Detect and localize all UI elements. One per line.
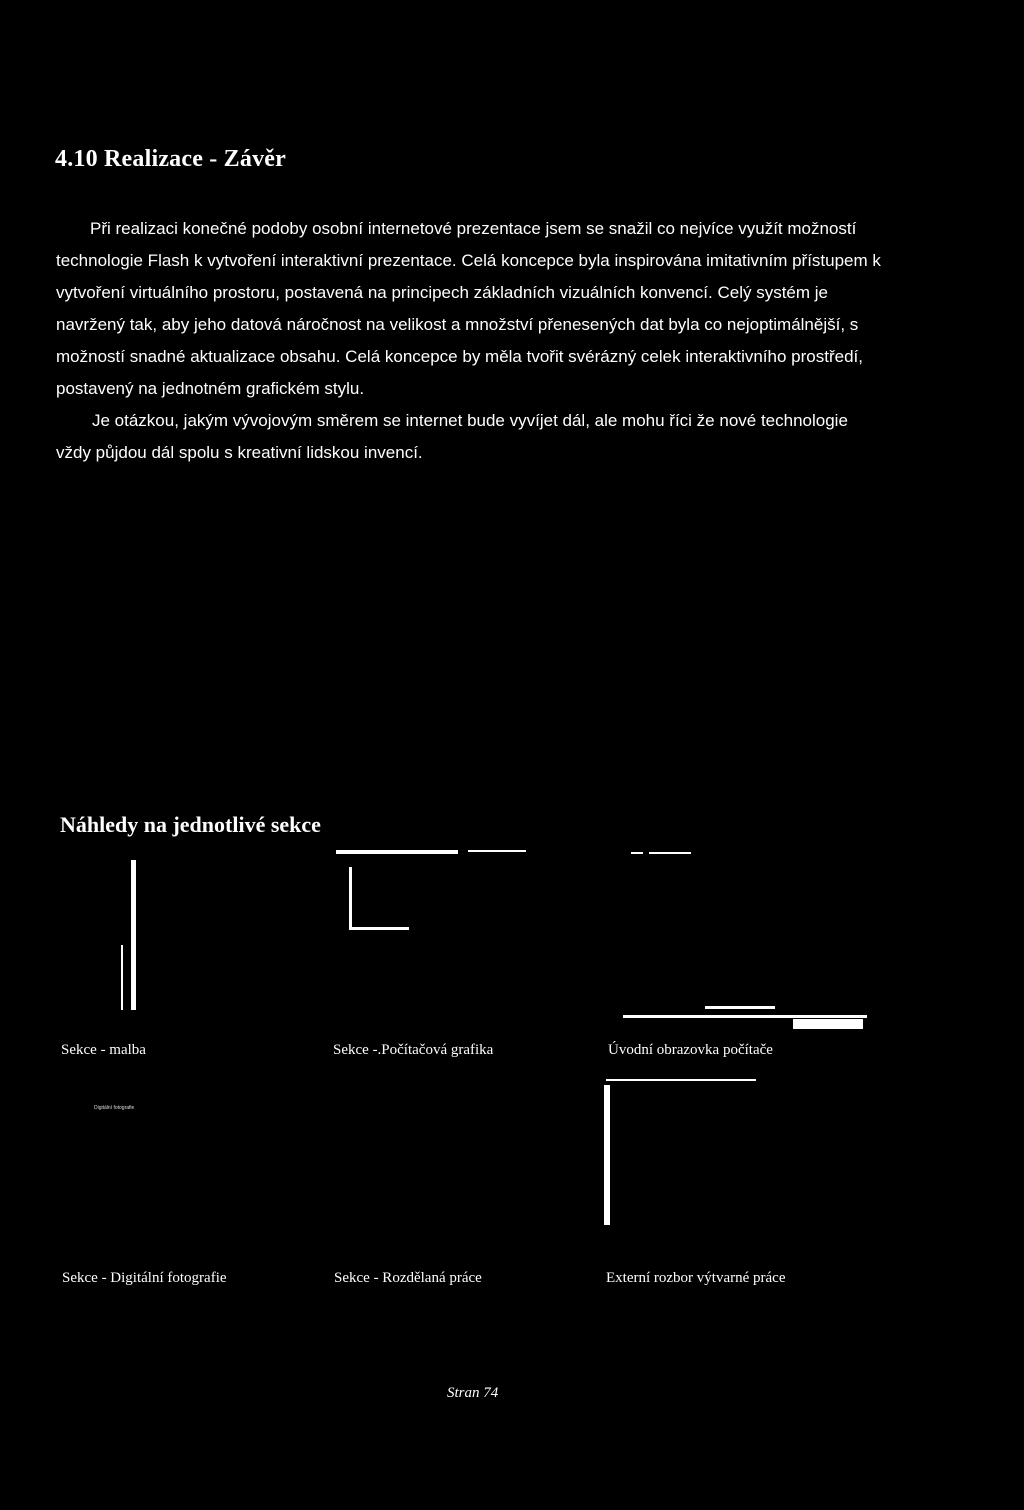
thumbnail-malba — [115, 855, 145, 1015]
thumbnail-line — [631, 852, 643, 854]
caption-uvodni-obrazovka: Úvodní obrazovka počítače — [608, 1042, 773, 1058]
thumbnail-line — [349, 867, 352, 929]
paragraph-2: Je otázkou, jakým vývojovým směrem se internet bude vyvíjet dál, ale mohu říci že nové technologie vždy půjdou dál spolu s kreativní lidskou invencí. — [56, 411, 848, 462]
paragraph-1: Při realizaci konečné podoby osobní internetové prezentace jsem se snažil co nejvíce využít možností technologie Flash k vytvoření interaktivní prezentace. Celá koncepce byla inspirována imitativním přístupem k vytvoření virtuálního prostoru, postavená na principech základních vizuálních konvencí. Celý systém je navržený tak, aby jeho datová náročnost na velikost a množství přenesených dat byla co nejoptimálnější, s možností snadné aktualizace obsahu. Celá koncepce by měla tvořit svérázný celek interaktivního prostředí, postavený na jednotném grafickém stylu. — [56, 219, 881, 398]
thumbnail-line — [705, 1006, 775, 1009]
thumbnail-digitalni-fotografie-label: Digitální fotografie — [94, 1105, 135, 1111]
thumbnail-line — [131, 860, 136, 1010]
caption-externi-rozbor: Externí rozbor výtvarné práce — [606, 1270, 786, 1286]
body-text — [56, 213, 886, 469]
section-heading: Náhledy na jednotlivé sekce — [60, 812, 321, 837]
thumbnail-line — [336, 850, 458, 854]
thumbnail-uvodni-obrazovka — [615, 845, 870, 1035]
thumbnail-line — [604, 1085, 610, 1225]
thumbnail-line — [606, 1079, 756, 1081]
thumbnail-line — [649, 852, 691, 854]
thumbnail-pocitacova-grafika — [330, 845, 530, 945]
thumbnail-externi-rozbor — [600, 1075, 760, 1230]
thumbnail-line — [349, 927, 409, 930]
caption-pocitacova-grafika: Sekce -.Počítačová grafika — [333, 1042, 494, 1058]
caption-digitalni-fotografie: Sekce - Digitální fotografie — [62, 1270, 227, 1286]
chapter-heading: 4.10 Realizace - Závěr — [55, 146, 286, 172]
thumbnail-line — [623, 1015, 867, 1018]
caption-malba: Sekce - malba — [61, 1042, 146, 1058]
page-number: Stran 74 — [447, 1385, 499, 1401]
thumbnail-line — [793, 1019, 863, 1029]
thumbnail-line — [121, 945, 123, 1010]
caption-rozdelana-prace: Sekce - Rozdělaná práce — [334, 1270, 482, 1286]
thumbnail-line — [468, 850, 526, 852]
